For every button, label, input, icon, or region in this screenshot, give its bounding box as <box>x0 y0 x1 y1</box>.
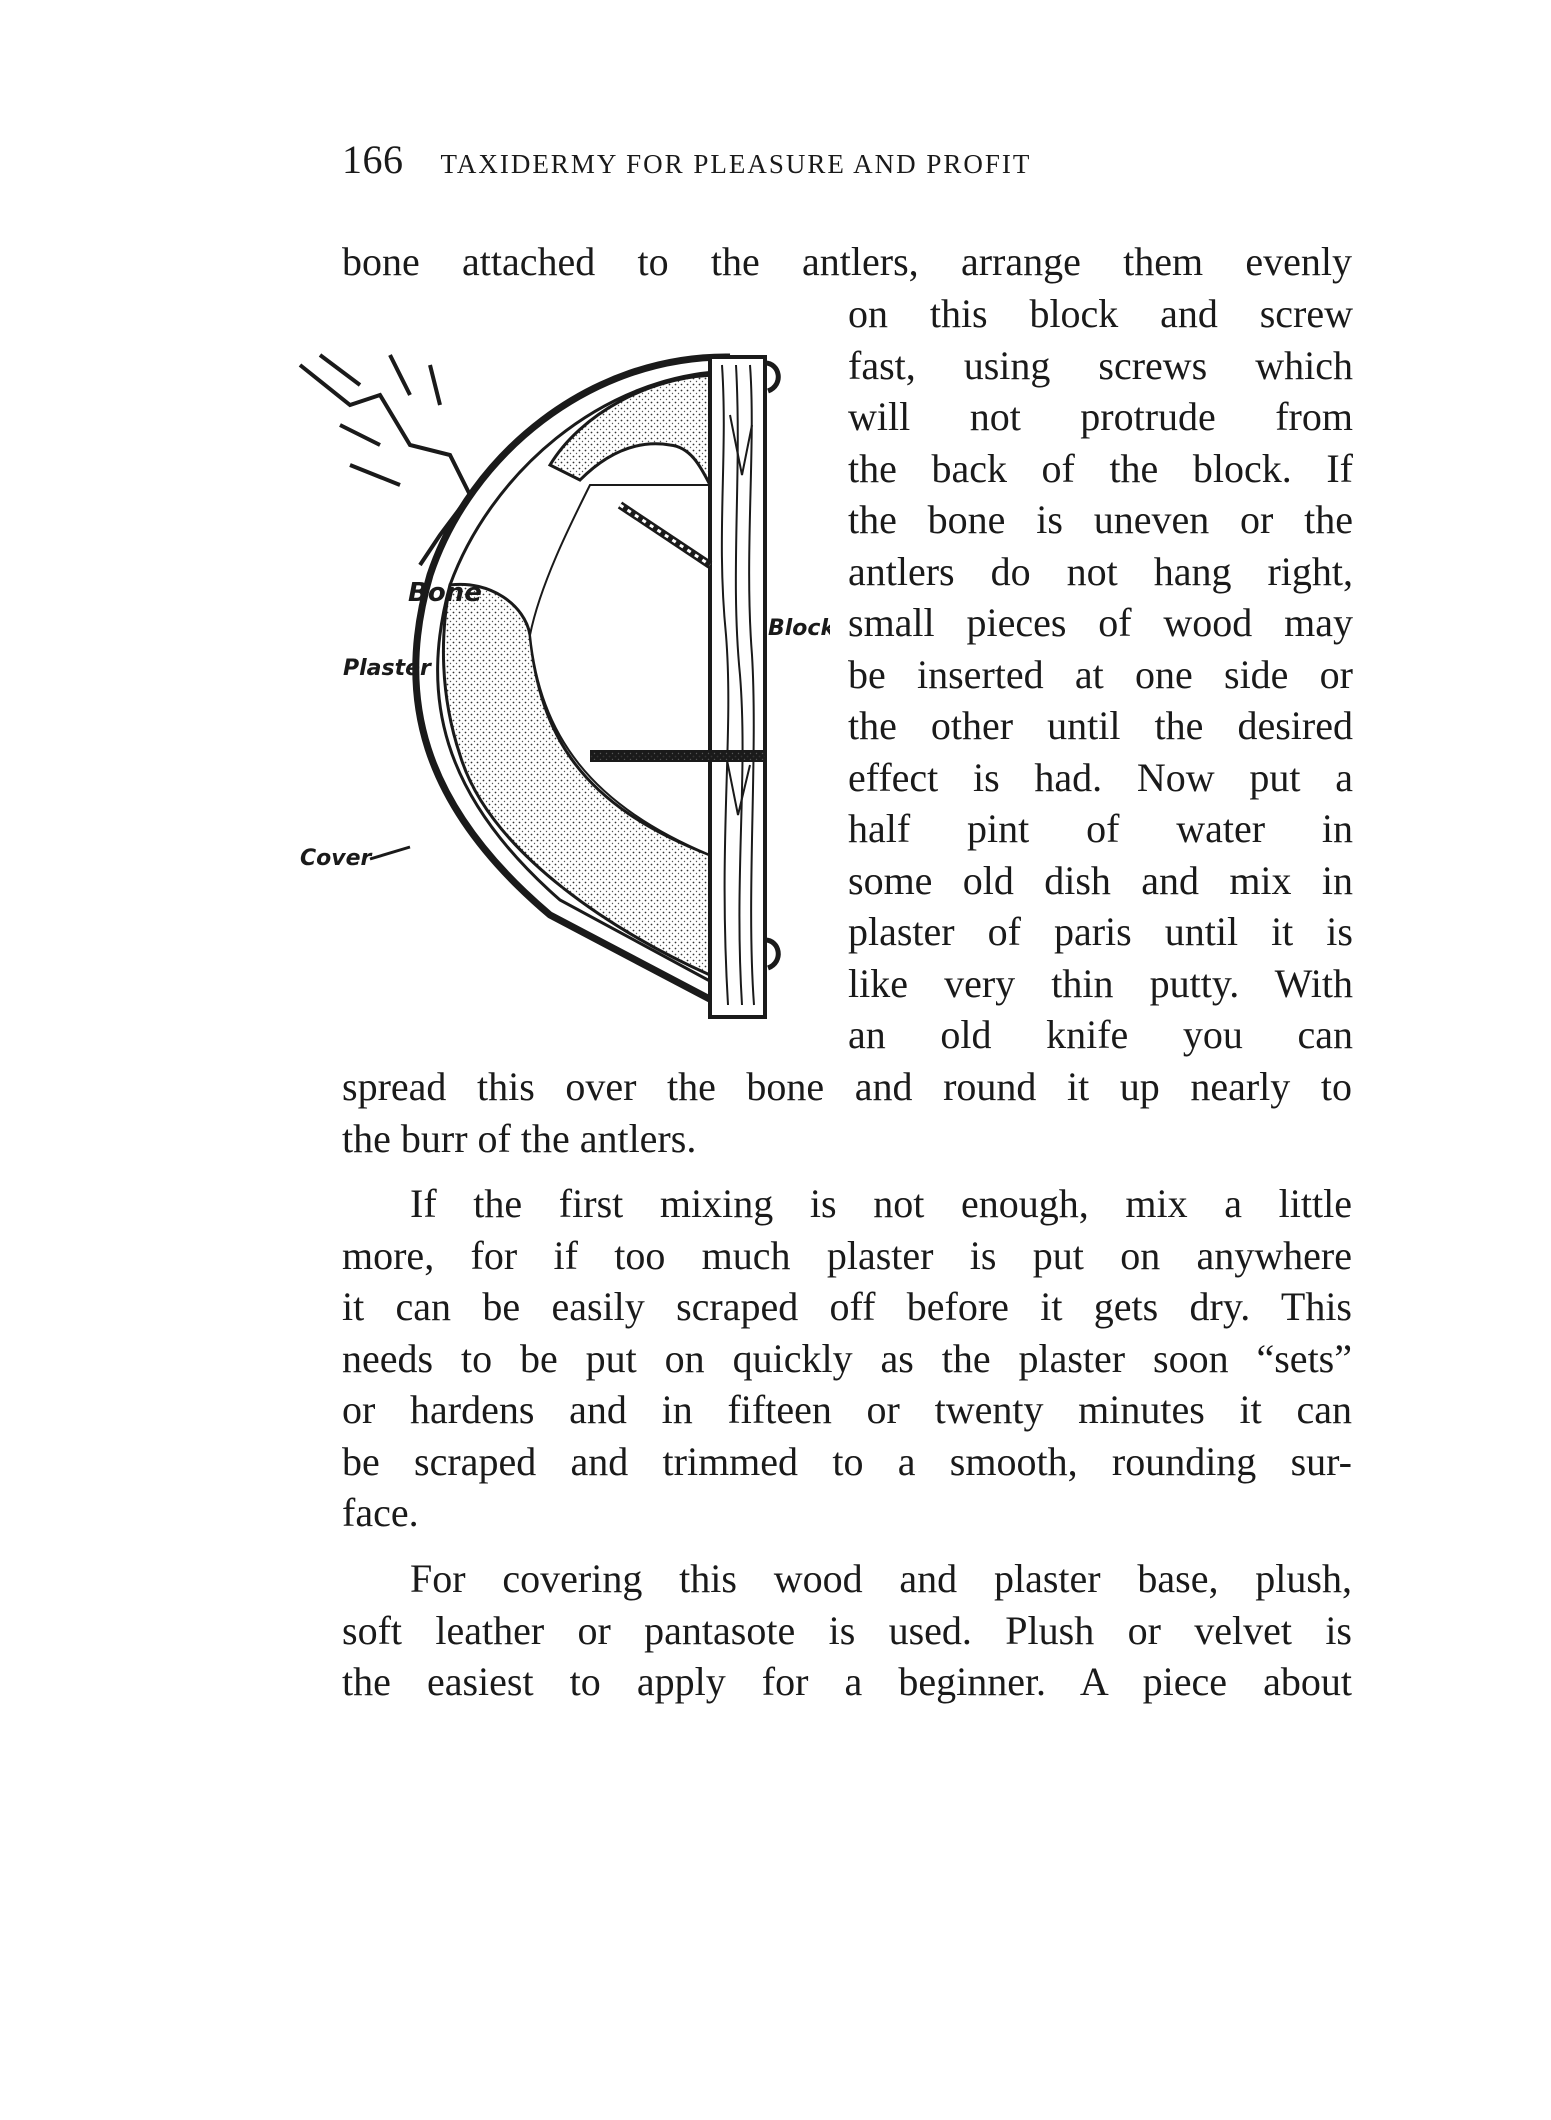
text-line: bone attached to the antlers, arrange them evenly <box>342 239 1352 284</box>
text-line: or hardens and in fifteen or twenty minutes it can <box>342 1387 1352 1432</box>
text-line: fast, using screws which <box>848 342 1353 388</box>
figure-label-plaster: Plaster <box>343 656 431 681</box>
text-line: the burr of the antlers. <box>342 1115 697 1161</box>
text-line: effect is had. Now put a <box>848 754 1353 800</box>
text-line: face. <box>342 1490 419 1535</box>
antler-mount-figure <box>290 335 830 1025</box>
text-line: small pieces of wood may <box>848 600 1353 645</box>
figure-label-cover: Cover <box>300 846 372 871</box>
running-header <box>342 136 1262 186</box>
paragraph-1-wrap <box>848 288 1353 1061</box>
text-line: more, for if too much plaster is put on anywhere <box>342 1232 1352 1278</box>
page-number: 166 <box>342 137 404 182</box>
screw-middle <box>590 750 765 762</box>
text-line: plaster of paris until it is <box>848 909 1353 954</box>
running-title: TAXIDERMY FOR PLEASURE AND PROFIT <box>440 149 1032 179</box>
text-line: the other until the desired <box>848 703 1353 748</box>
text-line: some old dish and mix in <box>848 857 1353 903</box>
paragraph-1-end <box>342 1061 1352 1164</box>
text-line: the easiest to apply for a beginner. A piece about <box>342 1659 1352 1704</box>
text-line: the back of the block. If <box>848 445 1353 491</box>
antler-mount-diagram <box>290 335 830 1025</box>
text-line: an old knife you can <box>848 1012 1353 1057</box>
paragraph-2 <box>342 1178 1352 1539</box>
text-line: the bone is uneven or the <box>848 497 1353 542</box>
figure-label-block: Block <box>768 616 830 641</box>
text-line: For covering this wood and plaster base, plush, <box>410 1556 1352 1601</box>
text-line: soft leather or pantasote is used. Plush or velvet is <box>342 1607 1352 1653</box>
text-line: be inserted at one side or <box>848 651 1353 697</box>
text-line: spread this over the bone and round it up nearly to <box>342 1064 1352 1109</box>
text-line: be scraped and trimmed to a smooth, rounding sur- <box>342 1438 1352 1484</box>
text-line: on this block and screw <box>848 291 1353 336</box>
text-line: will not protrude from <box>848 394 1353 439</box>
text-line: like very thin putty. With <box>848 960 1353 1006</box>
figure-label-bone: Bone <box>408 578 482 608</box>
cover-arrow <box>370 847 410 859</box>
text-line: half pint of water in <box>848 806 1353 851</box>
text-line: needs to be put on quickly as the plaster soon “sets” <box>342 1335 1352 1381</box>
text-line: antlers do not hang right, <box>848 548 1353 594</box>
text-line: it can be easily scraped off before it gets dry. This <box>342 1284 1352 1329</box>
paragraph-1-top <box>342 236 1352 288</box>
paragraph-3 <box>342 1553 1352 1708</box>
text-line: If the first mixing is not enough, mix a little <box>410 1181 1352 1226</box>
